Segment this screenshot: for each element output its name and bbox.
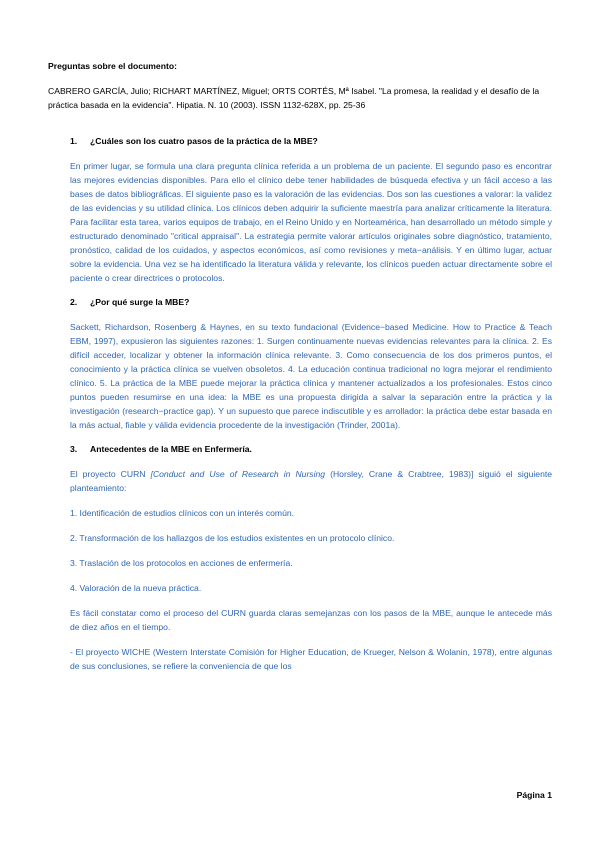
list-item: 1. Identificación de estudios clínicos con un interés común. (70, 507, 295, 518)
answer-3-intro-italic: [Conduct and Use of Research in Nursing (150, 468, 326, 479)
question-1-number: 1. (70, 136, 78, 147)
answer-2: Sackett, Richardson, Rosenberg & Haynes, en su texto fundacional (Evidence−based Medicine. How to Practice & Teach EBM, 1997), expusieron las siguientes razones: 1. Surgen continuamente nuevas evidencias relevantes para la clínica. 2. Es difícil acceder, localizar y obtener la información clínica relevante. 3. Como consecuencia de los dos primeros puntos, el conocimiento y la práctica clínica se vuelven obsoletos. 4. La educación continua tradicional no logra mejorar el rendimiento clínico. 5. La práctica de la MBE puede mejorar la práctica clínica y mantener actualizados a los profesionales. Estos cinco puntos pueden resumirse en una idea: la MBE es una propuesta dirigida a salvar la separación entre la práctica y la investigación (research−practice gap). Y un supuesto que parece indiscutible y es arrollador: la práctica debe estar basada en la más actual, fiable y válida evidencia procedente de la investigación (Trinder, 2001a). (70, 322, 552, 431)
citation-text: CABRERO GARCÍA, Julio; RICHART MARTÍNEZ, Miguel; ORTS CORTÉS, Mª Isabel. "La promesa, la realidad y el desafío de la práctica basada en la evidencia". Hipatia. N. 10 (2003). ISSN 1132-628X, pp. 25-36 (48, 86, 540, 111)
question-block-2 (48, 296, 552, 432)
answer-3-intro-suffix: (Horsley, Crane & Crabtree, 1983)] siguió el siguiente planteamiento: (70, 468, 553, 493)
question-1 (48, 135, 552, 148)
question-3-text: Antecedentes de la MBE en Enfermería. (90, 444, 252, 455)
question-3 (48, 443, 552, 456)
answer-3-extra: - El proyecto WICHE (Western Interstate Comisión for Higher Education, de Krueger, Nelson & Wolanin, 1978), entre algunas de sus conclusiones, se refiere la conveniencia de que los (70, 646, 552, 671)
answer-1: En primer lugar, se formula una clara pregunta clínica referida a un problema de un paciente. El segundo paso es encontrar las mejores evidencias disponibles. Para ello el clínico debe tener habilidades de búsqueda efectiva y un fácil acceso a las bases de datos bibliográficas. El siguiente paso es la valoración de las evidencias. Dos son las cuestiones a valorar: la validez de las evidencias y su utilidad clínica. Los clínicos deben adquirir la suficiente maestría para analizar críticamente la literatura. Para facilitar esta tarea, varios equipos de trabajo, en el Reino Unido y en Norteamérica, han desarrollado un método simple y estructurado denominado "critical appraisal". La estrategia permite valorar artículos originales sobre diagnóstico, tratamiento, pronóstico, calidad de los cuidados, y aspectos económicos, así como revisiones y meta−análisis. Y en último lugar, actuar sobre la evidencia. Una vez se ha identificado la literatura válida y relevante, los clínicos pueden actuar directamente sobre el paciente o crear directrices o protocolos. (70, 161, 552, 284)
question-1-text: ¿Cuáles son los cuatro pasos de la práctica de la MBE? (90, 136, 318, 147)
page-number: Página 1 (516, 790, 552, 800)
question-3-number: 3. (70, 444, 78, 455)
list-item: 4. Valoración de la nueva práctica. (70, 582, 202, 593)
question-block-1 (48, 135, 552, 285)
question-2-text: ¿Por qué surge la MBE? (90, 297, 190, 308)
question-2-number: 2. (70, 297, 78, 308)
list-item: 3. Traslación de los protocolos en acciones de enfermería. (70, 557, 293, 568)
page-title: Preguntas sobre el documento: (48, 61, 177, 71)
question-2 (48, 296, 552, 309)
answer-3-closing: Es fácil constatar como el proceso del CURN guarda claras semejanzas con los pasos de la MBE, aunque le antecede más de diez años en el tiempo. (70, 607, 552, 632)
question-block-3 (48, 443, 552, 673)
answer-3-intro-prefix: El proyecto CURN (70, 468, 151, 479)
answer-3-intro (48, 467, 552, 495)
list-item: 2. Transformación de los hallazgos de los estudios existentes en un protocolo clínico. (70, 532, 395, 543)
